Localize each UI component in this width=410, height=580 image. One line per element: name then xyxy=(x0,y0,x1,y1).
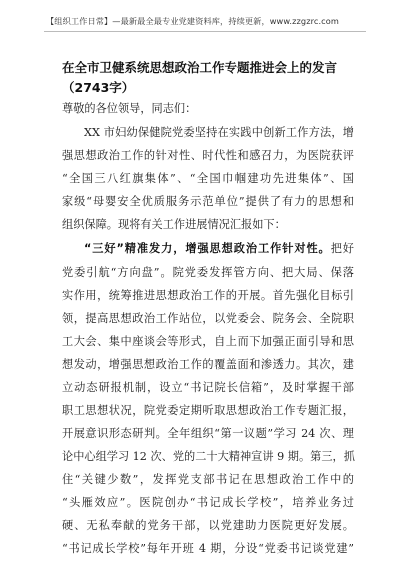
paragraph-line: 开展意识形态研判。全年组织“第一议题”学习 24 次、理 xyxy=(62,427,354,440)
paragraph-line: “全国三八红旗集体”、“全国巾帼建功先进集体”、国 xyxy=(62,172,354,185)
paragraph-line: 家级“母婴安全优质服务示范单位”提供了有力的思想和 xyxy=(62,195,354,208)
paragraph-line: 强思想政治工作的针对性、时代性和感召力，为医院获评 xyxy=(62,149,354,162)
section-heading-line xyxy=(84,241,354,257)
header-banner: 【组织工作日常】—最新最全最专业党建资料库，持续更新，www.zzgzrc.com xyxy=(46,16,339,26)
paragraph-line: 立动态研报机制，设立“书记院长信箱”，及时掌握干部 xyxy=(62,381,354,394)
paragraph-line: 想发动，增强思想政治工作的覆盖面和渗透力。其次，建 xyxy=(62,358,354,371)
paragraph-line: 工大会、集中座谈会等形式，自上而下加强正面引导和思 xyxy=(62,335,354,348)
paragraph-line: 组织保障。现将有关工作进展情况汇报如下： xyxy=(62,218,286,231)
paragraph-line: 实作用，统筹推进思想政治工作的开展。首先强化目标引 xyxy=(62,289,354,302)
header-divider xyxy=(44,31,366,32)
paragraph-line: “书记成长学校”每年开班 4 期，分设“党委书记谈党建” xyxy=(62,542,354,555)
paragraph-line: 论中心组学习 12 次、党的二十大精神宣讲 9 期。第三，抓 xyxy=(62,450,355,463)
paragraph-line: XX 市妇幼保健院党委坚持在实践中创新工作方法，增 xyxy=(84,126,354,139)
paragraph-line: 党委引航“方向盘”。院党委发挥管方向、把大局、保落 xyxy=(62,266,354,279)
paragraph-line: 领，提高思想政治工作站位，以党委会、院务会、全院职 xyxy=(62,312,354,325)
salutation: 尊敬的各位领导，同志们： xyxy=(62,102,197,115)
section-heading: “三好”精准发力，增强思想政治工作针对性。 xyxy=(84,242,331,255)
paragraph-line: 把好 xyxy=(330,242,354,255)
document-title: 在全市卫健系统思想政治工作专题推进会上的发言（2743字） xyxy=(62,60,338,95)
paragraph-line: “头雁效应”。医院创办“书记成长学校”，培养业务过 xyxy=(62,496,354,509)
paragraph-line: 职工思想状况，院党委定期听取思想政治工作专题汇报， xyxy=(62,404,354,417)
paragraph-line: 住“关键少数”，发挥党支部书记在思想政治工作中的 xyxy=(62,473,354,486)
paragraph-line: 硬、无私奉献的党务干部，以党建助力医院更好发展。 xyxy=(62,519,354,532)
